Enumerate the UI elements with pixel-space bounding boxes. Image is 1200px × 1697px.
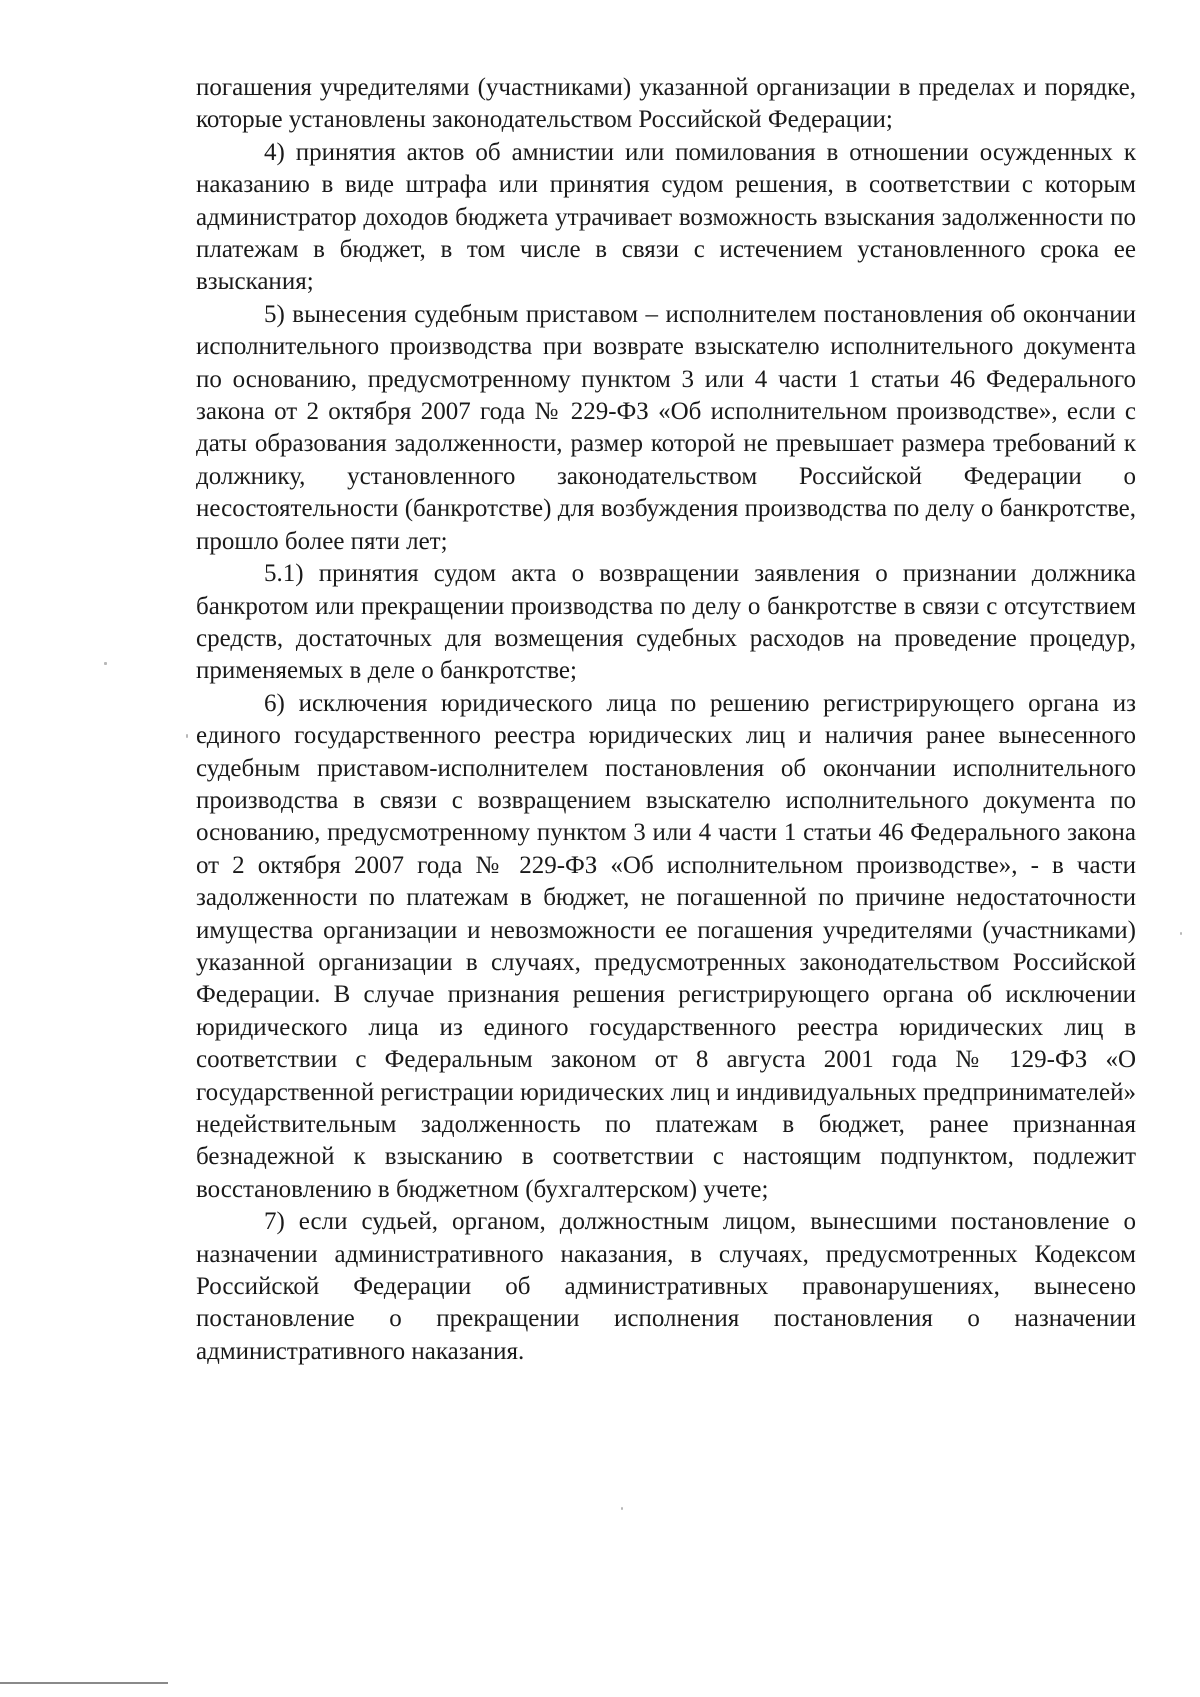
paragraph-item-4: 4) принятия актов об амнистии или помилования в отношении осужденных к наказанию в виде штрафа или принятия судом решения, в соответствии с которым администратор доходов бюджета утрачивает возможность взыскания задолженности по платежам в бюджет, в том числе в связи с истечением установленного срока ее взыскания; [196,138,1136,296]
scan-speck [104,662,107,665]
document-body [196,72,1136,1368]
paragraph-item-6: 6) исключения юридического лица по решению регистрирующего органа из единого государственного реестра юридических лиц и наличия ранее вынесенного судебным приставом-исполнителем постановления об окончании исполнительного производства в связи с возвращением взыскателю исполнительного документа по основанию, предусмотренному пунктом 3 или 4 части 1 статьи 46 Федерального закона от 2 октября 2007 года № 229-ФЗ «Об исполнительном производстве», - в части задолженности по платежам в бюджет, не погашенной по причине недостаточности имущества организации и невозможности ее погашения учредителями (участниками) указанной организации в случаях, предусмотренных законодательством Российской Федерации. В случае признания решения регистрирующего органа об исключении юридического лица из единого государственного реестра юридических лиц в соответствии с Федеральным законом от 8 августа 2001 года № 129-ФЗ «О государственной регистрации юридических лиц и индивидуальных предпринимателей» недействительным задолженность по платежам в бюджет, ранее признанная безнадежной к взысканию в соответствии с настоящим подпунктом, подлежит восстановлению в бюджетном (бухгалтерском) учете; [196,689,1136,1203]
scan-speck [186,734,188,738]
scan-speck [621,1507,623,1510]
scan-speck [1180,932,1182,935]
paragraph-item-5-1: 5.1) принятия судом акта о возвращении заявления о признании должника банкротом или прекращении производства по делу о банкротстве в связи с отсутствием средств, достаточных для возмещения судебных расходов на проведение процедур, применяемых в деле о банкротстве; [196,560,1136,685]
scan-edge-line [0,1682,168,1684]
paragraph-continuation: погашения учредителями (участниками) указанной организации в пределах и порядке, которые установлены законодательством Российской Федерации; [196,74,1136,134]
paragraph-item-7: 7) если судьей, органом, должностным лицом, вынесшими постановление о назначении административного наказания, в случаях, предусмотренных Кодексом Российской Федерации об административных правонарушениях, вынесено постановление о прекращении исполнения постановления о назначении административного наказания. [196,1208,1136,1365]
paragraph-item-5: 5) вынесения судебным приставом – исполнителем постановления об окончании исполнительного производства при возврате взыскателю исполнительного документа по основанию, предусмотренному пунктом 3 или 4 части 1 статьи 46 Федерального закона от 2 октября 2007 года № 229-ФЗ «Об исполнительном производстве», если с даты образования задолженности, размер которой не превышает размера требований к должнику, установленного законодательством Российской Федерации о несостоятельности (банкротстве) для возбуждения производства по делу о банкротстве, прошло более пяти лет; [196,300,1136,555]
